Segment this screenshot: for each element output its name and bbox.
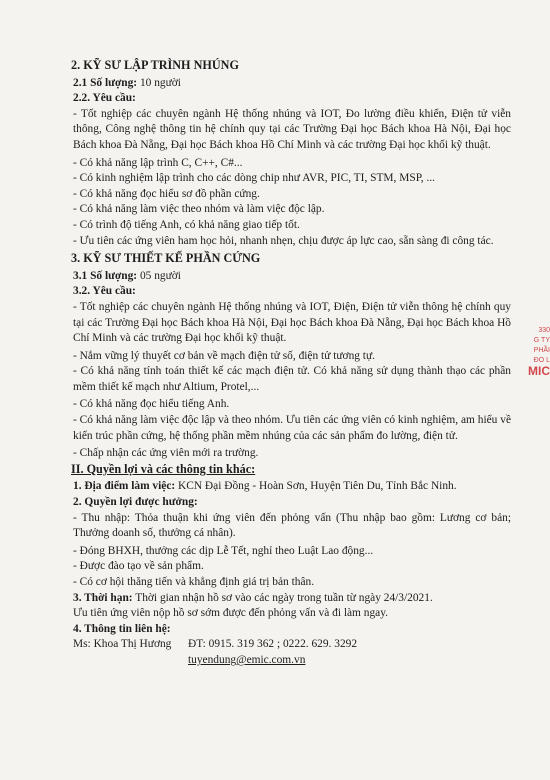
benefit-item: - Được đào tạo về sản phẩm. [73, 560, 204, 573]
requirement-item: - Có khả năng đọc hiểu tiếng Anh. [73, 398, 230, 411]
contact-email-row [73, 653, 511, 669]
benefit-item: - Có cơ hội thăng tiến và khẳng định giá trị bản thân. [73, 576, 315, 588]
requirement-item: - Có khả năng đọc hiểu sơ đồ phần cứng. [73, 187, 260, 200]
requirement-item: - Nắm vững lý thuyết cơ bản về mạch điện tử số, điện tử tương tự. [73, 349, 375, 362]
section-2-heading: 2. KỸ SƯ LẬP TRÌNH NHÚNG [71, 58, 239, 72]
work-location [73, 479, 511, 495]
quantity-value: 10 người [137, 76, 181, 89]
requirement-item: - Có khả năng làm việc độc lập và theo nhóm. Ưu tiên các ứng viên có kinh nghiệm, am hiểu về kiến trúc phần cứng, hệ thống phần mềm nhúng của các sản phẩm đo lường, điện tử. [73, 414, 511, 442]
deadline-note: Ưu tiên ứng viên nộp hồ sơ sớm được đến phỏng vấn và đi làm ngay. [73, 607, 389, 620]
section-3-quantity [73, 269, 511, 285]
requirement-item: - Ưu tiên các ứng viên ham học hỏi, nhanh nhẹn, chịu được áp lực cao, sẵn sàng đi công tác. [73, 234, 494, 247]
deadline-value: Thời gian nhận hồ sơ vào các ngày trong tuần từ ngày 24/3/2021. [132, 591, 433, 604]
section-3-requirements-label: 3.2. Yêu cầu: [73, 285, 136, 298]
section-2-requirements-label: 2.2. Yêu cầu: [73, 92, 136, 105]
quantity-label: 2.1 Số lượng: [73, 76, 138, 89]
requirement-item: - Có khả năng làm việc theo nhóm và làm việc độc lập. [73, 203, 325, 216]
contact-name: Ms: Khoa Thị Hương [73, 638, 172, 651]
requirement-item: - Có kinh nghiệm lập trình cho các dòng chip như AVR, PIC, TI, STM, MSP, ... [73, 172, 436, 185]
quantity-label: 3.1 Số lượng: [73, 269, 138, 282]
section-3-heading: 3. KỸ SƯ THIẾT KẾ PHẦN CỨNG [71, 251, 261, 266]
benefits-label: 2. Quyền lợi được hưởng: [73, 496, 198, 509]
requirement-item: - Có khả năng tính toán thiết kế các mạch điện tử. Có khả năng sử dụng thành thạo các phần mềm thiết kế mạch như Altium, Protel,... [73, 365, 511, 393]
section-2-quantity [73, 76, 511, 92]
work-location-value: KCN Đại Đồng - Hoàn Sơn, Huyện Tiên Du, Tỉnh Bắc Ninh. [175, 480, 457, 493]
work-location-label: 1. Địa điểm làm việc: [73, 480, 176, 493]
quantity-value: 05 người [137, 269, 181, 282]
requirement-item: - Có khả năng lập trình C, C++, C#... [73, 156, 243, 169]
benefits-section-heading: II. Quyền lợi và các thông tin khác: [71, 461, 256, 476]
deadline-label: 3. Thời hạn: [73, 591, 133, 604]
requirement-item: - Có trình độ tiếng Anh, có khả năng giao tiếp tốt. [73, 218, 300, 231]
deadline [73, 591, 511, 607]
contact-label: 4. Thông tin liên hệ: [73, 622, 171, 635]
requirement-item: - Chấp nhận các ứng viên mới ra trường. [73, 447, 259, 460]
contact-email[interactable]: tuyendung@emic.com.vn [188, 653, 306, 666]
benefit-item: - Thu nhập: Thỏa thuận khi ứng viên đến phỏng vấn (Thu nhập bao gồm: Lương cơ bản; Thưởng doanh số, thưởng cá nhân). [73, 511, 511, 540]
red-stamp-fragment: 330 G TY PHẦI ĐO L MIC [528, 327, 550, 378]
contact-row [73, 637, 511, 653]
requirement-item: - Tốt nghiệp các chuyên ngành Hệ thống nhúng và IOT, Điện, Điện tử viễn thông hệ chính quy tại các Trường Đại học Bách khoa Hà Nội, Đại học Bách khoa Đà Nẵng, Đại học Bách khoa Hồ Chí Minh và các trường Đại học khối kỹ thuật. [73, 300, 511, 345]
document-content [63, 58, 511, 669]
benefit-item: - Đóng BHXH, thưởng các dịp Lễ Tết, nghỉ theo Luật Lao động... [73, 544, 374, 557]
requirement-item: - Tốt nghiệp các chuyên ngành Hệ thống nhúng và IOT, Đo lường điều khiển, Điện tử viễn thông, Công nghệ thông tin hệ chính quy tại các Trường Đại học Bách khoa Hà Nội, Đại học Bách khoa Đà Nẵng, Đại học Bách khoa Hồ Chí Minh và các trường Đại học khối kỹ thuật. [73, 107, 511, 151]
contact-phone: ĐT: 0915. 319 362 ; 0222. 629. 3292 [188, 638, 358, 651]
